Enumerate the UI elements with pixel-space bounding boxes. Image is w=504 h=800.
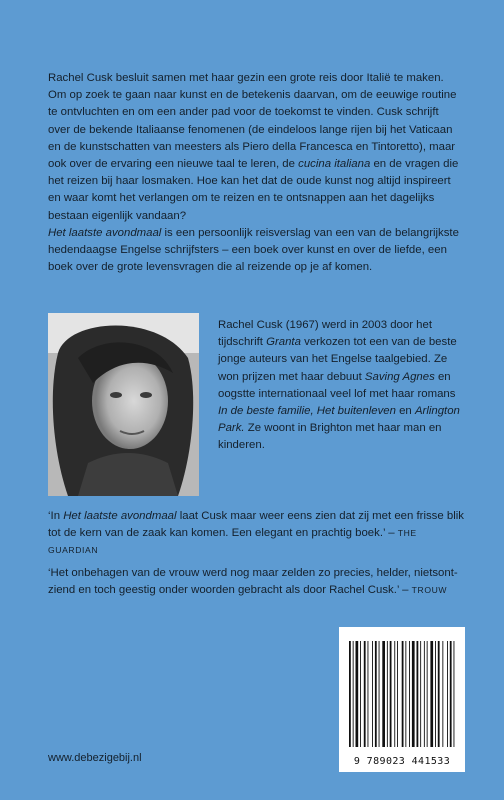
- quote-text: ‘In: [48, 510, 64, 522]
- blurb-italic: cucina italiana: [298, 158, 371, 171]
- blurb-text-2: is een persoonlijk reisverslag van een van de belangrijkste hedendaagse Engelse schrijfsters – een boek over kunst en over de liefde, een boek over de grote levensvragen die al reizende op je af komen.: [48, 226, 459, 274]
- blurb-text: Rachel Cusk besluit samen met haar gezin een grote reis door Italië te maken. Om op zoek te gaan naar kunst en de betekenis daarvan, om de eeuwige routine te ontvluchten en om een ander pad voor de toekomst te vinden. Cusk schrijft over de bekende Italiaanse fenomenen (de eindeloos lange rijen bij het Vaticaan en de kunstschatten van meesters als Piero della Francesca en Tintoretto), maar ook over de ervaring een nieuwe taal te leren, de: [48, 72, 457, 171]
- quote-text: ‘Het onbehagen van de vrouw werd nog maar zelden zo precies, helder, nietsontziend en toch geestig onder woorden gebracht als door Rachel Cusk.’ –: [48, 567, 458, 597]
- barcode-bars: [339, 627, 465, 755]
- quote-text: laat Cusk maar weer eens zien dat zij met een frisse blik tot de kern van de zaak kan komen. Een elegant en prachtig boek.’ –: [48, 510, 464, 540]
- bio-italic: Arlington Park.: [218, 405, 460, 435]
- author-bio: [218, 317, 460, 455]
- barcode-digits: 9 789023 441533: [353, 756, 451, 767]
- quote-source: TROUW: [411, 585, 448, 596]
- author-photo: [48, 313, 199, 496]
- quote-italic: Het laatste avondmaal: [63, 510, 177, 522]
- isbn-barcode: [339, 627, 465, 772]
- publisher-url[interactable]: www.debezigebij.nl: [48, 752, 142, 764]
- blurb-paragraph-2: [48, 225, 460, 277]
- blurb-paragraph-1: [48, 70, 460, 225]
- bio-text: en: [395, 405, 415, 418]
- bio-italic: In de beste familie, Het buitenleven: [218, 405, 396, 418]
- bio-italic: Granta: [266, 336, 301, 349]
- bio-italic: Saving Agnes: [364, 370, 435, 383]
- blurb-text-end: en de vragen die het reizen bij haar losmaken. Hoe kan het dat de oude kunst nog altijd inspireert en waar komt het verlangen om te reizen en te ontsnappen aan het dagelijks bestaan eigenlijk vandaan?: [48, 158, 459, 222]
- bio-text: Rachel Cusk (1967) werd in 2003 door het tijdschrift: [218, 319, 433, 349]
- book-title-italic: Het laatste avondmaal: [48, 226, 162, 239]
- review-quote-guardian: [48, 508, 468, 560]
- review-quote-trouw: [48, 565, 468, 599]
- bio-text: en oogstte internationaal veel lof met haar romans: [218, 370, 456, 400]
- blurb: [48, 70, 460, 276]
- bio-text: verkozen tot een van de beste jonge auteurs van het Engelse taalgebied. Ze won prijzen met haar debuut: [218, 336, 457, 383]
- quote-source: THE GUARDIAN: [48, 528, 417, 556]
- bio-text: Ze woont in Brighton met haar man en kinderen.: [218, 422, 442, 452]
